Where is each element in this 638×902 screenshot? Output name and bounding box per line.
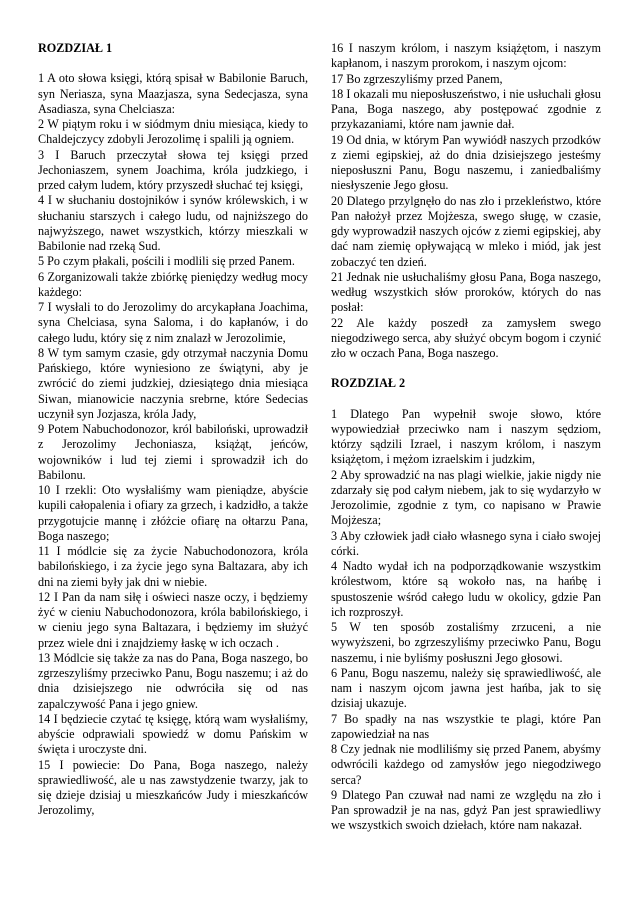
verse-1-3: 3 I Baruch przeczytał słowa tej księgi przed Jechoniaszem, synem Joachima, króla judzkiego, i przed całym ludem, który przyszedł słuchać tej księgi,	[38, 147, 308, 192]
verse-1-7: 7 I wysłali to do Jerozolimy do arcykapłana Joachima, syna Chelciasa, syna Saloma, i do kapłanów, i do całego ludu, który się z nim znalazł w Jerozolimie,	[38, 300, 308, 345]
chapter-1-heading: ROZDZIAŁ 1	[38, 41, 113, 55]
verse-1-20: 20 Dlatego przylgnęło do nas zło i przekleństwo, które Pan nałożył przez Mojżesza, swego sługę, w czasie, gdy wyprowadził naszych ojców z ziemi egipskiej, aby dać nam ziemię opływającą w mleko i miód, jak jest zobaczyć ten dzień.	[331, 193, 601, 269]
verse-1-22: 22 Ale każdy poszedł za zamysłem swego niegodziwego serca, aby służyć obcym bogom i czynić zło w oczach Pana, Boga naszego.	[331, 315, 601, 360]
verse-2-8: 8 Czy jednak nie modliliśmy się przed Panem, abyśmy odwrócili każdego od zamysłów jego niegodziwego serca?	[331, 742, 601, 787]
verse-2-9: 9 Dlatego Pan czuwał nad nami ze względu na zło i Pan sprowadził je na nas, gdyż Pan jest sprawiedliwy we wszystkich swoich dziełach, które nam nakazał.	[331, 787, 601, 833]
verse-1-1: 1 A oto słowa księgi, którą spisał w Babilonie Baruch, syn Neriasza, syna Maazjasza, syna Sedecjasza, syna Asadiasza, syna Chelciasza:	[38, 71, 308, 116]
verse-1-13: 13 Módlcie się także za nas do Pana, Boga naszego, bo zgrzeszyliśmy przeciwko Panu, Bogu naszemu; i aż do dnia dzisiejszego nie odwróciła się od nas zapalczywość Pana i jego gniew.	[38, 650, 308, 711]
verse-1-10: 10 I rzekli: Oto wysłaliśmy wam pieniądze, abyście kupili całopalenia i ofiary za grzech, i kadzidło, a także przygotujcie mannę i złóżcie ofiarę na ołtarzu Pana, Boga naszego;	[38, 483, 308, 543]
chapter-2-heading: ROZDZIAŁ 2	[331, 376, 406, 391]
verse-2-3: 3 Aby człowiek jadł ciało własnego syna i ciało swojej córki.	[331, 528, 601, 558]
verse-1-4: 4 I w słuchaniu dostojników i synów królewskich, i w słuchaniu starszych i całego ludu, od najniższego do najwyższego, nawet wszystkich, którzy mieszkali w Babilonie nad rzeką Sud.	[38, 193, 308, 253]
verse-1-19: 19 Od dnia, w którym Pan wywiódł naszych przodków z ziemi egipskiej, aż do dnia dzisiejszego jesteśmy nieposłuszni Panu, Bogu naszemu, i zaniedbaliśmy niesłyszenie Jego głosu.	[331, 132, 601, 193]
verse-1-14: 14 I będziecie czytać tę księgę, którą wam wysłaliśmy, abyście odprawiali spowiedź w domu Pańskim w święta i uroczyste dni.	[38, 711, 308, 757]
verse-1-11: 11 I módlcie się za życie Nabuchodonozora, króla babilońskiego, i za życie jego syna Baltazara, aby ich dni na ziemi były jak dni w niebie.	[38, 544, 308, 589]
verse-2-2: 2 Aby sprowadzić na nas plagi wielkie, jakie nigdy nie zdarzały się pod całym niebem, jak to się wydarzyło w Jerozolimie, zgodnie z tym, co napisano w Prawie Mojżesza;	[331, 467, 601, 528]
verse-1-6: 6 Zorganizowali także zbiórkę pieniędzy według mocy każdego:	[38, 269, 308, 299]
verse-1-17: 17 Bo zgrzeszyliśmy przed Panem,	[331, 71, 503, 86]
verse-2-7: 7 Bo spadły na nas wszystkie te plagi, które Pan zapowiedział na nas	[331, 711, 601, 741]
verse-2-4: 4 Nadto wydał ich na podporządkowanie wszystkim królestwom, które są wokoło nas, na hańbę i spustoszenie wśród całego ludu w okolicy, gdzie Pan ich rozproszył.	[331, 559, 601, 619]
verse-1-18: 18 I okazali mu nieposłuszeństwo, i nie usłuchali głosu Pana, Boga naszego, aby postępować zgodnie z przykazaniami, które nam jawnie dał.	[331, 86, 601, 132]
verse-1-8: 8 W tym samym czasie, gdy otrzymał naczynia Domu Pańskiego, które wyniesiono ze świątyni, aby je zwrócić do ziemi judzkiej, dziesiątego dnia miesiąca Siwan, mianowicie naczynia srebrne, które Sedecias uczynił syn Jozjasza, króla Jady,	[38, 345, 308, 421]
verse-2-6: 6 Panu, Bogu naszemu, należy się sprawiedliwość, ale nam i naszym ojcom jawna jest hańba, jak to się dzisiaj ukazuje.	[331, 665, 601, 711]
verse-1-9: 9 Potem Nabuchodonozor, król babiloński, uprowadził z Jerozolimy Jechoniasza, książąt, jeńców, wojowników i lud tej ziemi i sprowadził ich do Babilonu.	[38, 422, 308, 482]
verse-1-21: 21 Jednak nie usłuchaliśmy głosu Pana, Boga naszego, według wszystkich słów proroków, których do nas posłał:	[331, 269, 601, 315]
right-column	[331, 41, 601, 834]
verse-1-16: 16 I naszym królom, i naszym książętom, i naszym kapłanom, i naszym prorokom, i naszym ojcom:	[331, 41, 601, 71]
verse-1-2: 2 W piątym roku i w siódmym dniu miesiąca, kiedy to Chaldejczycy zdobyli Jerozolimę i spalili ją ogniem.	[38, 117, 308, 147]
verse-1-15: 15 I powiecie: Do Pana, Boga naszego, należy sprawiedliwość, ale u nas zawstydzenie twarzy, jak to się dzieje dzisiaj u mieszkańców Judy i mieszkańców Jerozolimy,	[38, 757, 308, 818]
verse-1-5: 5 Po czym płakali, pościli i modlili się przed Panem.	[38, 254, 295, 269]
verse-2-1: 1 Dlatego Pan wypełnił swoje słowo, które wypowiedział przeciwko nam i naszym sędziom, którzy sądzili Izrael, i naszym królom, i naszym książętom, i mężom izraelskim i judzkim,	[331, 406, 601, 467]
verse-2-5: 5 W ten sposób zostaliśmy zrzuceni, a nie wywyższeni, bo zgrzeszyliśmy przeciwko Panu, Bogu naszemu, i nie byliśmy posłuszni Jego głosowi.	[331, 620, 601, 665]
verse-1-12: 12 I Pan da nam siłę i oświeci nasze oczy, i będziemy żyć w cieniu Nabuchodonozora, króla babilońskiego, i w cieniu jego syna Baltazara, i będziemy im służyć przez wiele dni i znajdziemy łaskę w ich oczach .	[38, 589, 308, 650]
left-column	[38, 41, 308, 819]
